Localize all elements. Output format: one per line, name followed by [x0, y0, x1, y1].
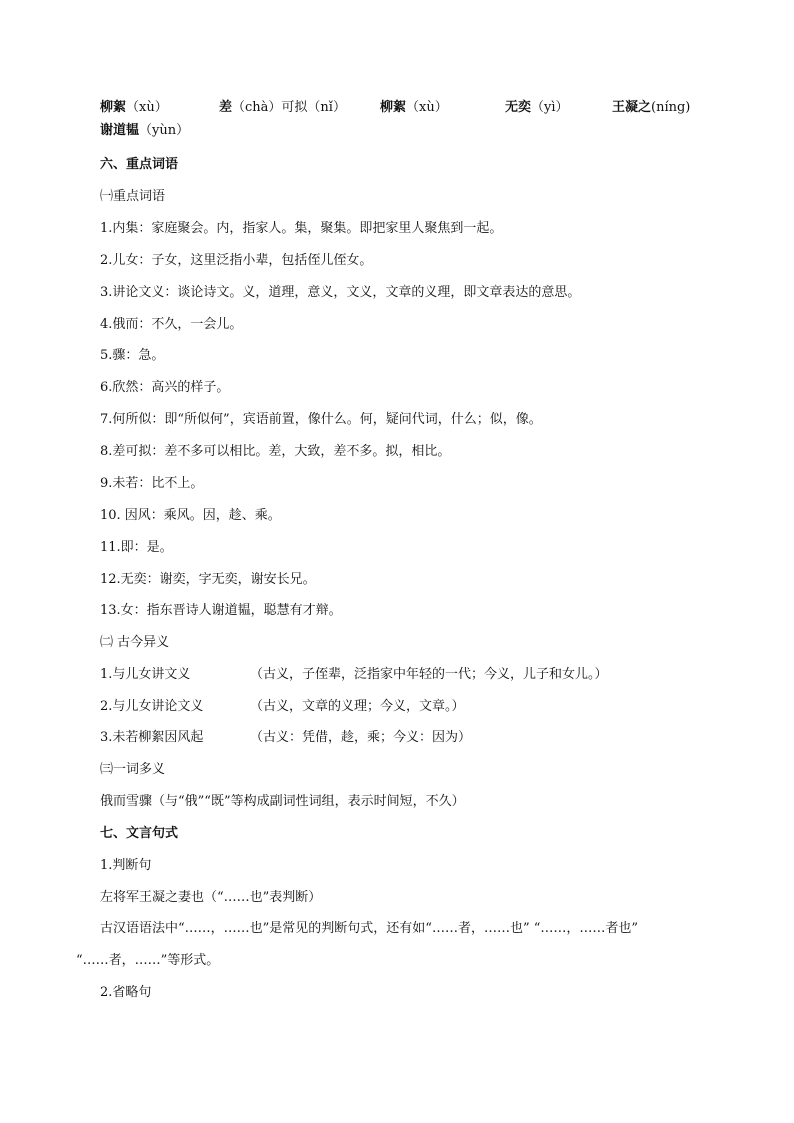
pinyin-word: 柳絮: [380, 100, 407, 115]
pinyin-item: [612, 96, 690, 115]
list-item: 11.即：是。: [100, 540, 173, 555]
pinyin-item: [505, 96, 569, 115]
list-item: 5.骤：急。: [100, 348, 165, 363]
pinyin-item: [100, 123, 189, 139]
pinyin-item: [380, 96, 448, 115]
pinyin-word: 王凝之: [612, 100, 652, 115]
pinyin-reading: （chà）可拟（nǐ）: [232, 100, 346, 115]
subsection-heading: ㈠重点词语: [100, 189, 166, 204]
gujin-note: （古义，子侄辈，泛指家中年轻的一代；今义，儿子和女儿。）: [250, 667, 608, 682]
subsection-heading: ㈡ 古今异义: [100, 635, 170, 650]
pinyin-word: 无奕: [505, 100, 532, 115]
gujin-note: （古义，文章的义理；今义，文章。）: [250, 699, 465, 714]
gujin-phrase: 3.未若柳絮因风起: [100, 730, 204, 745]
list-item: 10. 因风：乘风。因，趁、乘。: [100, 508, 281, 523]
gujin-phrase: 1.与儿女讲文义: [100, 667, 191, 682]
example-sentence: 左将军王凝之妻也（“……也”表判断）: [100, 890, 322, 905]
pinyin-reading: （yùn）: [139, 123, 190, 138]
pinyin-word: 差: [219, 100, 233, 115]
list-item: 6.欣然：高兴的样子。: [100, 380, 230, 395]
list-item: 9.未若：比不上。: [100, 476, 204, 491]
pinyin-word: 谢道韫: [100, 123, 140, 138]
list-item: 4.俄而：不久，一会儿。: [100, 317, 243, 332]
list-item: 1.内集：家庭聚会。内，指家人。集，聚集。即把家里人聚焦到一起。: [100, 221, 503, 236]
gujin-note: （古义：凭借，趁，乘；今义：因为）: [250, 730, 472, 745]
subsection-heading: 2.省略句: [100, 985, 152, 1000]
paragraph: 俄而雪骤（与“俄”“既”等构成副词性词组，表示时间短，不久）: [100, 794, 465, 809]
pinyin-word: 柳絮: [100, 100, 127, 115]
pinyin-reading: （xù）: [126, 100, 168, 115]
pinyin-reading: （xù）: [406, 100, 448, 115]
list-item: 3.讲论文义：谈论诗文。义，道理，意义，文义，文章的义理，即文章表达的意思。: [100, 285, 581, 300]
list-item: 8.差可拟：差不多可以相比。差，大致，差不多。拟，相比。: [100, 444, 451, 459]
pinyin-reading: (níng): [651, 100, 691, 115]
list-item: 7.何所似：即“所似何”，宾语前置，像什么。何，疑问代词，什么；似，像。: [100, 412, 542, 427]
list-item: 12.无奕：谢奕，字无奕，谢安长兄。: [100, 572, 316, 587]
paragraph-continuation: “……者，……”等形式。: [76, 953, 220, 968]
list-item: 13.女：指东晋诗人谢道韫，聪慧有才辩。: [100, 603, 342, 618]
pinyin-item: [100, 96, 168, 115]
section-heading: 七、文言句式: [100, 826, 179, 841]
subsection-heading: 1.判断句: [100, 858, 152, 873]
list-item: 2.儿女：子女，这里泛指小辈，包括侄儿侄女。: [100, 253, 373, 268]
section-heading: 六、重点词语: [100, 157, 179, 172]
gujin-phrase: 2.与儿女讲论文义: [100, 699, 204, 714]
pinyin-reading: （yì）: [531, 100, 569, 115]
subsection-heading: ㈢一词多义: [100, 762, 166, 777]
pinyin-item: [219, 96, 346, 115]
paragraph: 古汉语语法中“……，……也”是常见的判断句式，还有如“……者，……也” “……，……者也”: [100, 921, 639, 936]
